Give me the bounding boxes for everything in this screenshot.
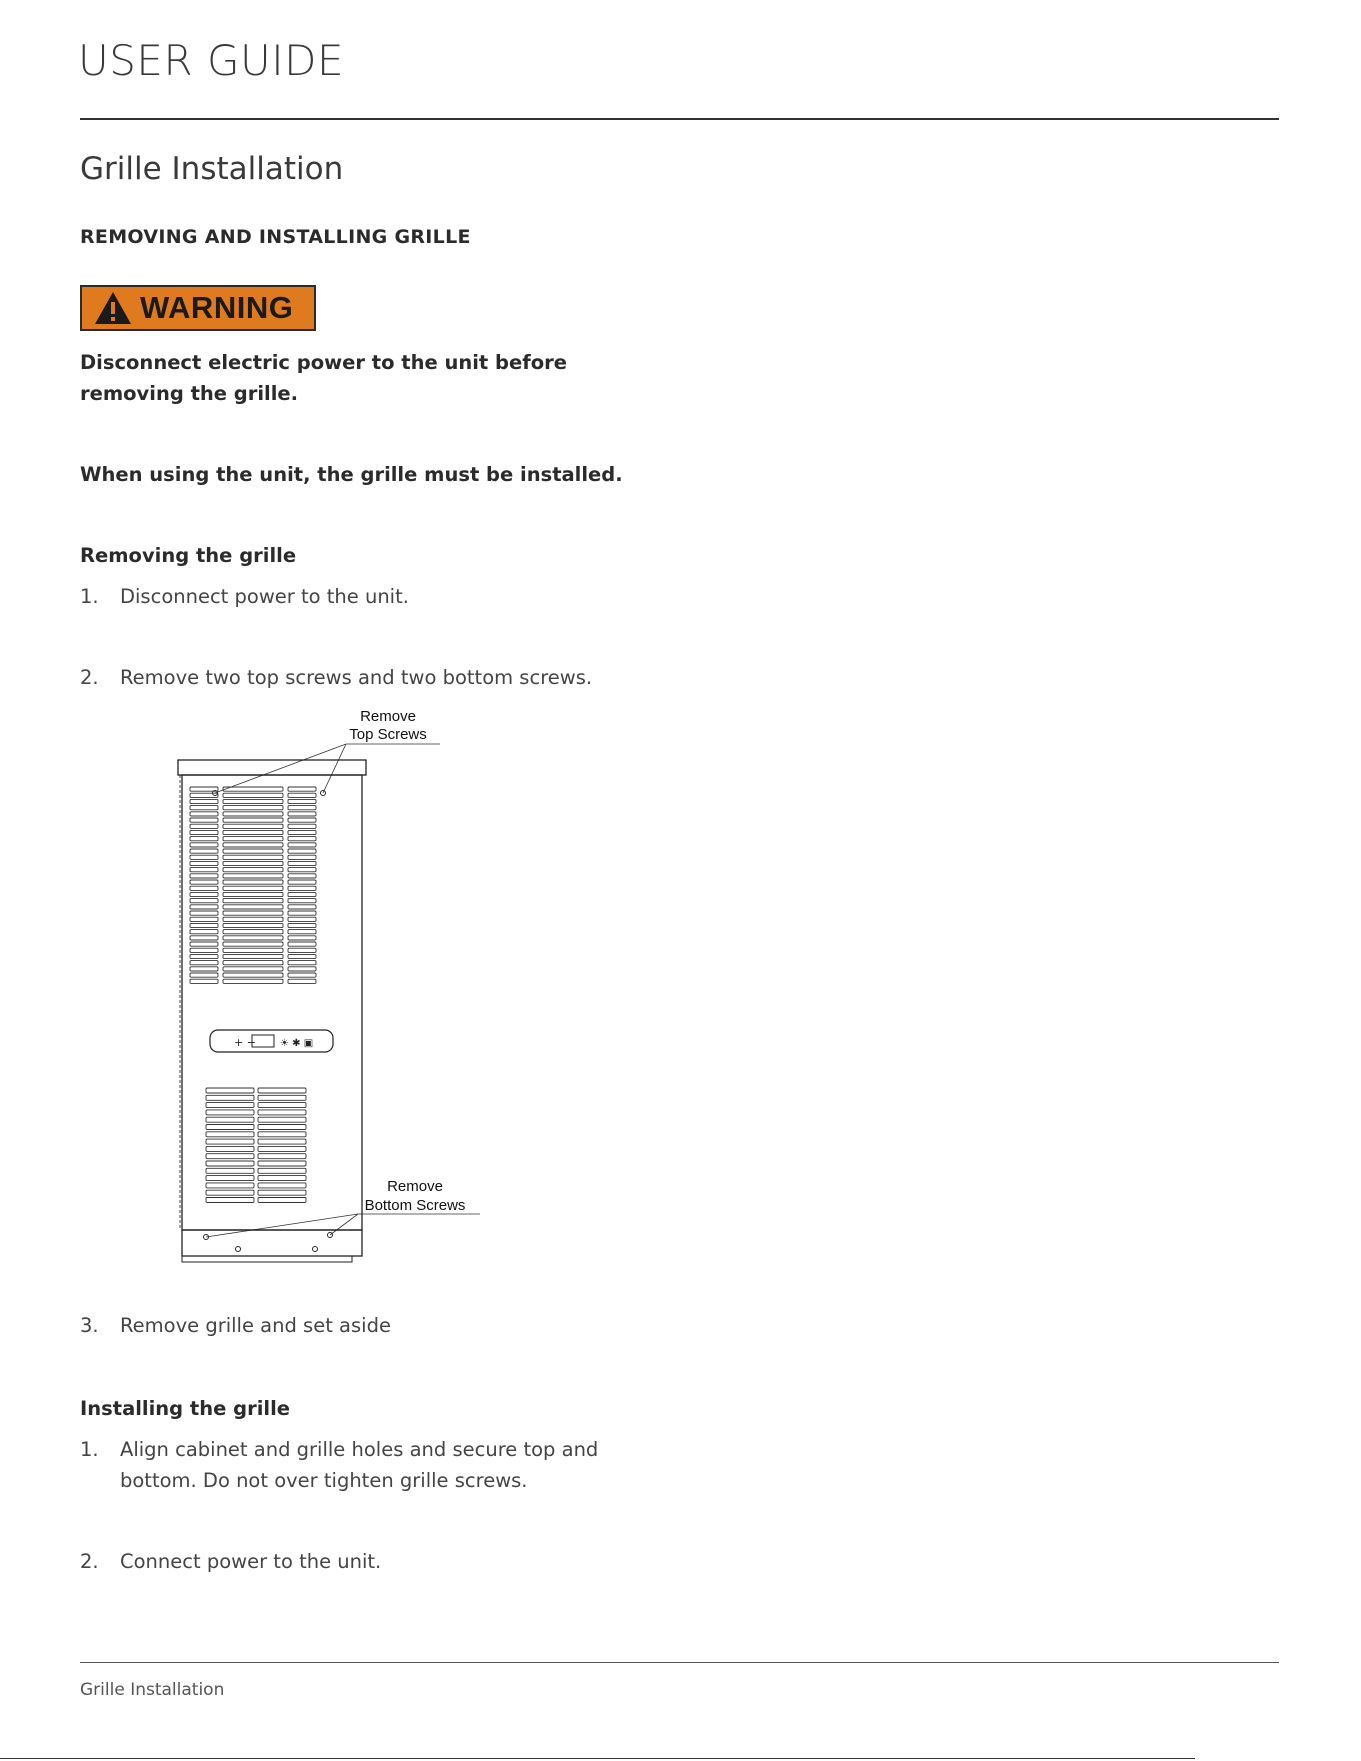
step-number: 2. <box>80 666 99 689</box>
warning-message: Disconnect electric power to the unit before removing the grille. <box>80 351 567 405</box>
warning-triangle-icon <box>94 291 132 325</box>
step-text: Remove two top screws and two bottom screws. <box>120 666 593 689</box>
step-text: Remove grille and set aside <box>120 1314 391 1337</box>
installing-heading: Installing the grille <box>80 1397 290 1420</box>
svg-text:☀ ✱ ▣: ☀ ✱ ▣ <box>280 1038 314 1049</box>
step-text: Connect power to the unit. <box>120 1550 382 1573</box>
installing-step-1 <box>80 1434 640 1496</box>
grille-note: When using the unit, the grille must be installed. <box>80 463 623 486</box>
step-number: 1. <box>80 1438 99 1461</box>
removing-step-1 <box>80 581 640 612</box>
removing-step-2 <box>80 662 640 693</box>
step-number: 1. <box>80 585 99 608</box>
callout-bottom-line1: Remove <box>387 1178 443 1195</box>
step-text: Align cabinet and grille holes and secure top and bottom. Do not over tighten grille screws. <box>120 1438 599 1492</box>
document-title: USER GUIDE <box>78 36 345 85</box>
footer-divider <box>80 1662 1279 1663</box>
removing-step-3 <box>80 1310 640 1341</box>
callout-top-line1: Remove <box>360 708 416 725</box>
warning-text: WARNING <box>140 290 294 325</box>
warning-label <box>80 285 316 331</box>
step-number: 3. <box>80 1314 99 1337</box>
footer-text: Grille Installation <box>80 1680 225 1700</box>
installing-step-2 <box>80 1546 640 1577</box>
header-divider <box>80 118 1279 120</box>
grille-removal-illustration <box>170 700 500 1270</box>
step-number: 2. <box>80 1550 99 1573</box>
step-text: Disconnect power to the unit. <box>120 585 409 608</box>
removing-heading: Removing the grille <box>80 544 297 567</box>
page-edge-line <box>0 1758 1195 1759</box>
subsection-heading: REMOVING AND INSTALLING GRILLE <box>80 226 471 248</box>
callout-top-line2: Top Screws <box>349 726 427 743</box>
callout-bottom-line2: Bottom Screws <box>364 1197 466 1214</box>
svg-text:+ −: + − <box>234 1036 256 1049</box>
section-title: Grille Installation <box>80 151 344 187</box>
